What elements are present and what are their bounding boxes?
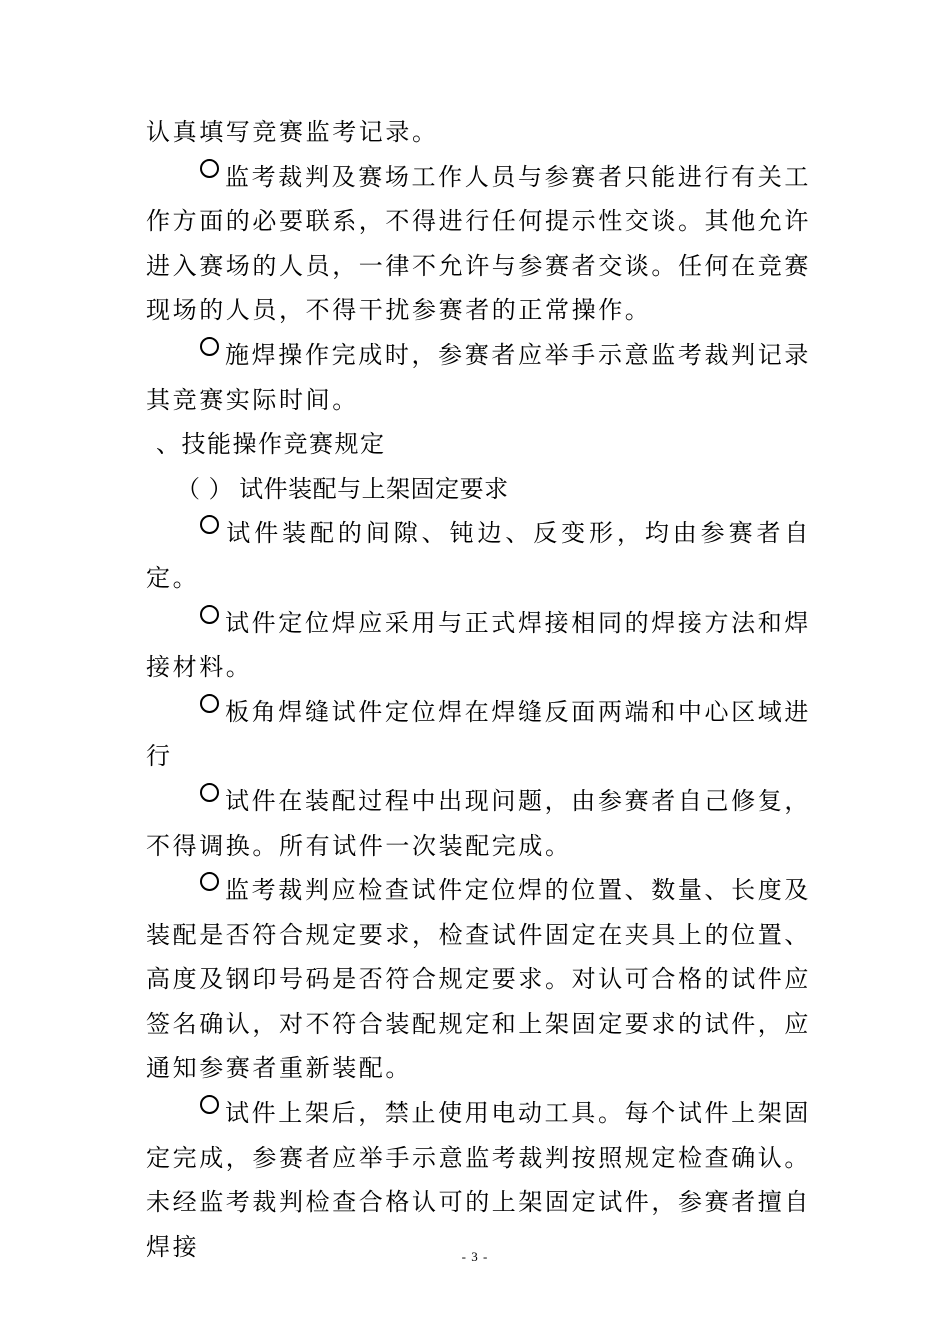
paragraph-item bbox=[146, 511, 811, 600]
paragraph-item bbox=[146, 333, 811, 422]
circle-bullet-icon bbox=[200, 159, 219, 178]
paragraph-item bbox=[146, 1091, 811, 1269]
subsection-number: （ ） bbox=[176, 474, 234, 503]
circle-bullet-icon bbox=[200, 515, 219, 534]
circle-bullet-icon bbox=[200, 605, 219, 624]
paragraph-text: 认真填写竞赛监考记录。 bbox=[146, 118, 439, 146]
paragraph-text: 板角焊缝试件定位焊在焊缝反面两端和中心区域进行 bbox=[146, 697, 811, 771]
paragraph-text: 监考裁判及赛场工作人员与参赛者只能进行有关工作方面的必要联系，不得进行任何提示性交谈。其他允许进入赛场的人员，一律不允许与参赛者交谈。任何在竞赛现场的人员，不得干扰参赛者的正常操作。 bbox=[146, 162, 811, 325]
subsection-heading-text: 试件装配与上架固定要求 bbox=[239, 474, 509, 503]
circle-bullet-icon bbox=[200, 872, 219, 891]
paragraph-item bbox=[146, 690, 811, 779]
document-body bbox=[146, 110, 811, 1269]
circle-bullet-icon bbox=[200, 694, 219, 713]
paragraph-continuation bbox=[146, 110, 811, 155]
paragraph-item bbox=[146, 155, 811, 333]
section-heading-text: 、技能操作竞赛规定 bbox=[156, 430, 386, 459]
section-heading bbox=[146, 422, 811, 467]
paragraph-item bbox=[146, 868, 811, 1091]
circle-bullet-icon bbox=[200, 1095, 219, 1114]
page-number: - 3 - bbox=[461, 1249, 489, 1264]
paragraph-text: 试件上架后，禁止使用电动工具。每个试件上架固定完成，参赛者应举手示意监考裁判按照规定检查确认。未经监考裁判检查合格认可的上架固定试件，参赛者擅自焊接 bbox=[146, 1099, 811, 1261]
paragraph-item bbox=[146, 779, 811, 868]
subsection-heading bbox=[146, 467, 811, 512]
paragraph-text: 试件装配的间隙、钝边、反变形，均由参赛者自定。 bbox=[146, 519, 811, 592]
paragraph-text: 试件在装配过程中出现问题，由参赛者自己修复，不得调换。所有试件一次装配完成。 bbox=[146, 786, 811, 860]
circle-bullet-icon bbox=[200, 783, 219, 802]
paragraph-text: 施焊操作完成时，参赛者应举手示意监考裁判记录其竞赛实际时间。 bbox=[146, 340, 811, 414]
paragraph-text: 监考裁判应检查试件定位焊的位置、数量、长度及装配是否符合规定要求，检查试件固定在夹具上的位置、高度及钢印号码是否符合规定要求。对认可合格的试件应签名确认，对不符合装配规定和上架固定要求的试件，应通知参赛者重新装配。 bbox=[146, 876, 811, 1083]
paragraph-text: 试件定位焊应采用与正式焊接相同的焊接方法和焊接材料。 bbox=[146, 608, 811, 682]
circle-bullet-icon bbox=[200, 337, 219, 356]
paragraph-item bbox=[146, 601, 811, 690]
